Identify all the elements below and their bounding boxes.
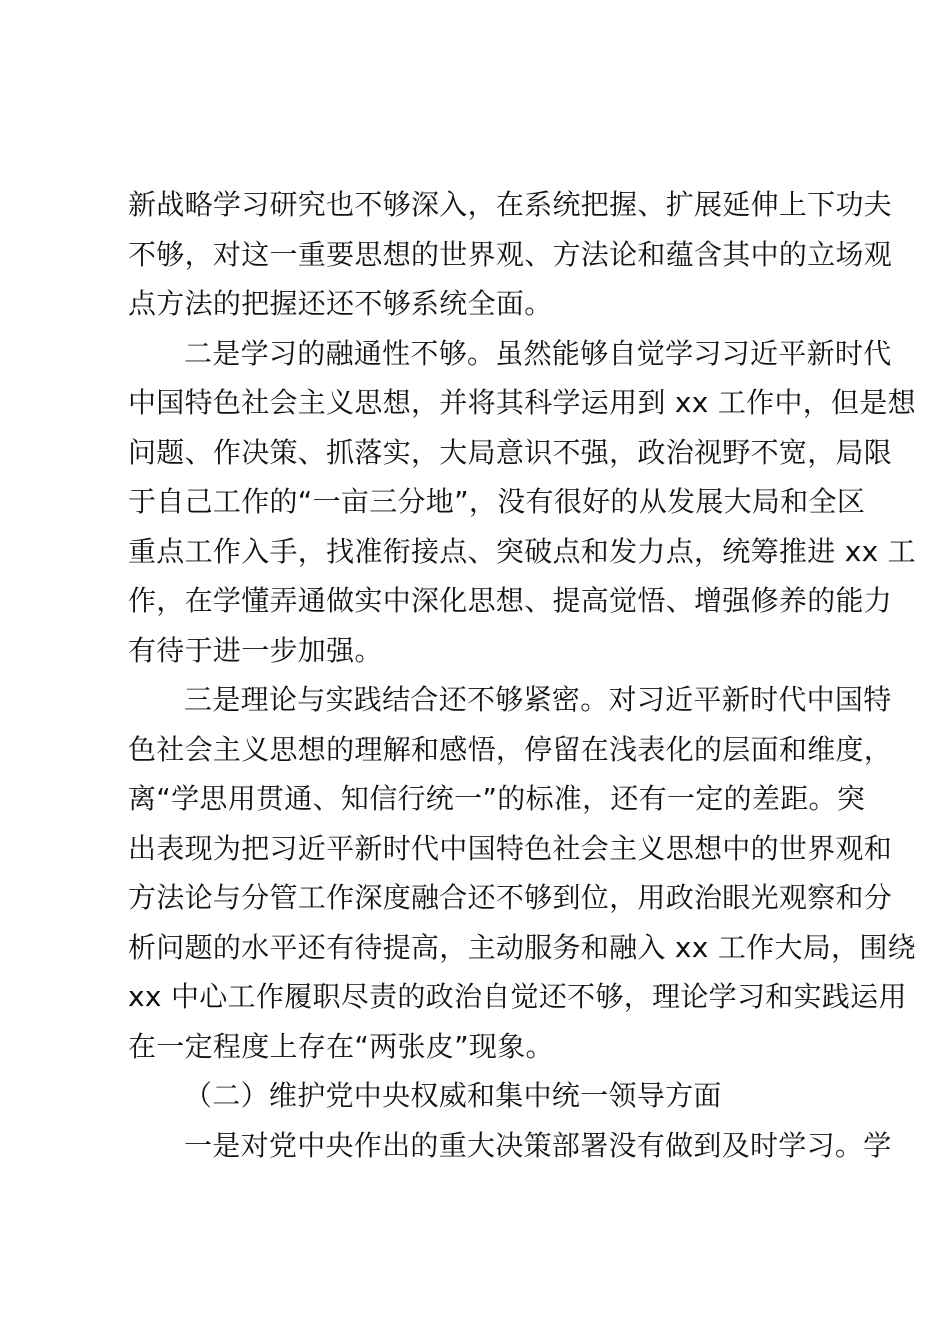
paragraph-study-depth [128, 180, 893, 329]
text-line: 出表现为把习近平新时代中国特色社会主义思想中的世界观和 [128, 831, 893, 865]
text-line: 问题、作决策、抓落实，大局意识不强，政治视野不宽，局限 [128, 435, 893, 469]
text-line: 在一定程度上存在“两张皮”现象。 [128, 1029, 554, 1063]
text-line: 不够，对这一重要思想的世界观、方法论和蕴含其中的立场观 [128, 237, 893, 271]
text-line: 方法论与分管工作深度融合还不够到位，用政治眼光观察和分 [128, 881, 893, 914]
text-line: 中国特色社会主义思想，并将其科学运用到 xx 工作中，但是想 [128, 386, 916, 419]
section-heading-text: （二）维护党中央权威和集中统一领导方面 [184, 1079, 722, 1112]
text-line: 二是学习的融通性不够。虽然能够自觉学习习近平新时代 [184, 336, 892, 370]
text-line: 于自己工作的“一亩三分地”，没有很好的从发展大局和全区 [128, 485, 866, 518]
text-line: 三是理论与实践结合还不够紧密。对习近平新时代中国特 [184, 683, 892, 716]
section-heading [128, 1071, 834, 1121]
text-line: 点方法的把握还还不够系统全面。 [128, 287, 553, 320]
text-line: 新战略学习研究也不够深入，在系统把握、扩展延伸上下功夫 [128, 188, 893, 221]
text-line: 析问题的水平还有待提高，主动服务和融入 xx 工作大局，围绕 [128, 930, 916, 964]
text-line: 离“学思用贯通、知信行统一”的标准，还有一定的差距。突 [128, 782, 866, 815]
text-line: 有待于进一步加强。 [128, 633, 383, 667]
text-line: 一是对党中央作出的重大决策部署没有做到及时学习。学 [184, 1128, 892, 1162]
text-line: 作，在学懂弄通做实中深化思想、提高觉悟、增强修养的能力 [128, 584, 893, 617]
paragraph-theory-practice [128, 675, 916, 1071]
text-line: 重点工作入手，找准衔接点、突破点和发力点，统筹推进 xx 工 [128, 534, 916, 568]
text-line: xx 中心工作履职尽责的政治自觉还不够，理论学习和实践运用 [128, 980, 907, 1013]
document-body [128, 180, 916, 1170]
text-line: 色社会主义思想的理解和感悟，停留在浅表化的层面和维度， [128, 732, 893, 766]
paragraph-decision-study [128, 1121, 892, 1171]
paragraph-study-integration [128, 329, 916, 676]
